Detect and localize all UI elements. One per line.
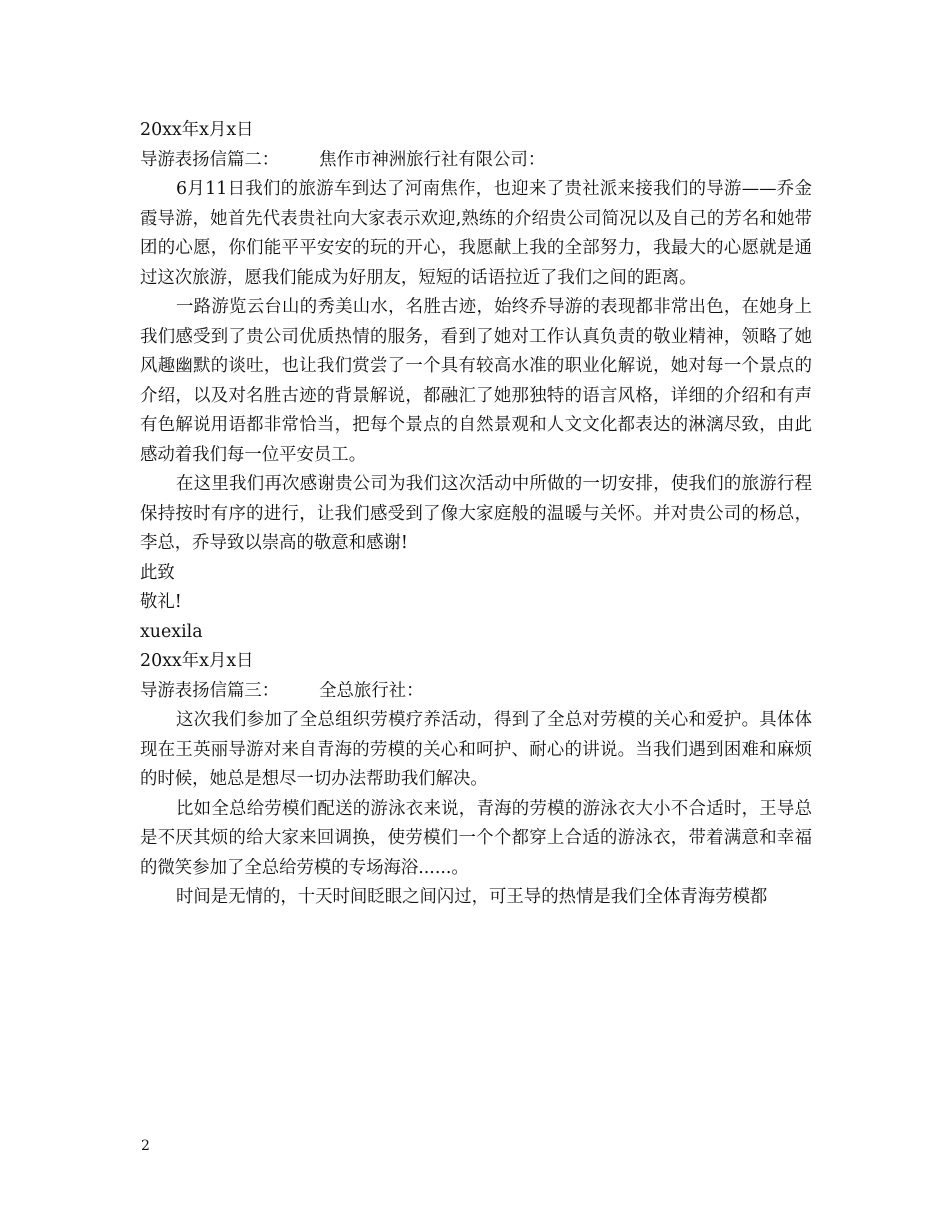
paragraph-2-2: 一路游览云台山的秀美山水，名胜古迹，始终乔导游的表现都非常出色，在她身上我们感受到了贵公司优质热情的服务，看到了她对工作认真负责的敬业精神，领略了她风趣幽默的谈吐，也让我们赏尝了一个具有较高水准的职业化解说，她对每一个景点的介绍，以及对名胜古迹的背景解说，都融汇了她那独特的语言风格，详细的介绍和有声有色解说用语都非常恰当，把每个景点的自然景观和人文文化都表达的淋漓尽致，由此感动着我们每一位平安员工。 [140, 297, 812, 465]
closing-salutation-1: 此致 [140, 562, 175, 583]
paragraph-3-1: 这次我们参加了全总组织劳模疗养活动，得到了全总对劳模的关心和爱护。具体体现在王英丽导游对来自青海的劳模的关心和呵护、耐心的讲说。当我们遇到困难和麻烦的时候，她总是想尽一切办法帮助我们解决。 [140, 710, 812, 789]
document-body [140, 116, 812, 913]
closing-salutation-2: 敬礼! [140, 592, 182, 612]
paragraph-3-2: 比如全总给劳模们配送的游泳衣来说，青海的劳模的游泳衣大小不合适时，王导总是不厌其烦的给大家来回调换，使劳模们一个个都穿上合适的游泳衣，带着满意和幸福的微笑参加了全总给劳模的专场海浴......。 [140, 798, 812, 878]
section-title-3: 导游表扬信篇三： [140, 680, 280, 701]
section-heading-3 [140, 677, 812, 707]
page-number: 2 [141, 1138, 150, 1154]
signature: xuexila [140, 621, 203, 642]
section-title-2: 导游表扬信篇二： [140, 149, 280, 170]
date-line-2: 20xx年x月x日 [140, 651, 254, 671]
paragraph-2-1: 6月11日我们的旅游车到达了河南焦作，也迎来了贵社派来接我们的导游——乔金霞导游，她首先代表贵社向大家表示欢迎,熟练的介绍贵公司简况以及自己的芳名和她带团的心愿，你们能平平安安的玩的开心，我愿献上我的全部努力，我最大的心愿就是通过这次旅游，愿我们能成为好朋友，短短的话语拉近了我们之间的距离。 [140, 179, 812, 288]
section-heading-2 [140, 146, 812, 176]
date-line-1: 20xx年x月x日 [140, 120, 254, 140]
addressee-2: 焦作市神洲旅行社有限公司： [319, 149, 546, 170]
paragraph-3-3: 时间是无情的，十天时间眨眼之间闪过，可王导的热情是我们全体青海劳模都 [176, 887, 768, 907]
addressee-3: 全总旅行社： [319, 680, 424, 701]
paragraph-2-3: 在这里我们再次感谢贵公司为我们这次活动中所做的一切安排，使我们的旅游行程保持按时有序的进行，让我们感受到了像大家庭般的温暖与关怀。并对贵公司的杨总，李总，乔导致以崇高的敬意和感谢! [140, 474, 812, 553]
